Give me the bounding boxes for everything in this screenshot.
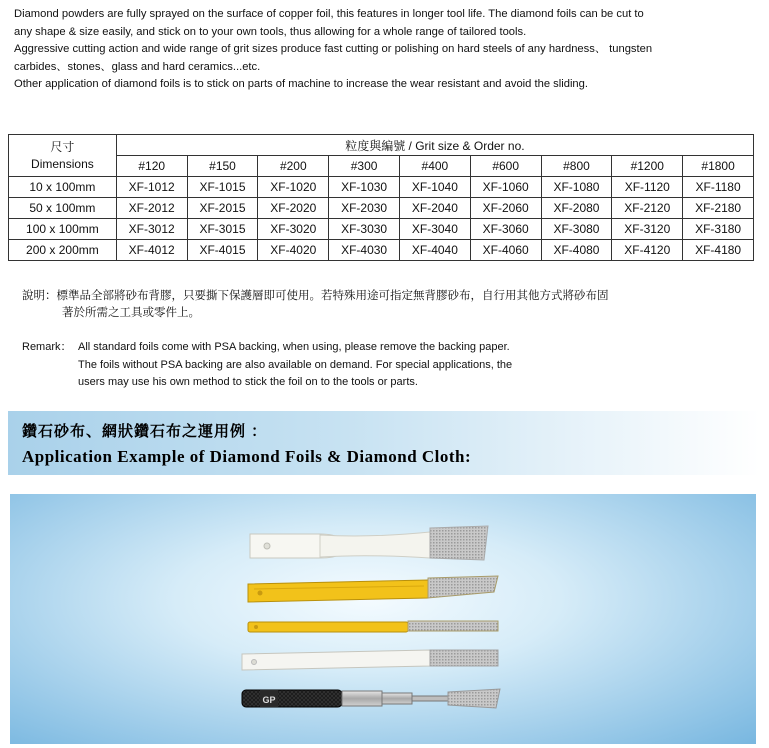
intro-line: carbides、stones、glass and hard ceramics...etc. (14, 60, 261, 73)
order-code-cell: XF-1012 (116, 177, 187, 198)
order-code-cell: XF-2030 (329, 198, 400, 219)
order-code-cell: XF-1020 (258, 177, 329, 198)
order-code-cell: XF-2012 (116, 198, 187, 219)
order-code-cell: XF-2060 (470, 198, 541, 219)
order-code-cell: XF-4080 (541, 240, 612, 261)
remark-line: users may use his own method to stick the foil on to the tools or parts. (78, 376, 418, 388)
order-code-cell: XF-3020 (258, 219, 329, 240)
dimension-cell: 100 x 100mm (9, 219, 117, 240)
order-code-cell: XF-4030 (329, 240, 400, 261)
order-code-cell: XF-1120 (612, 177, 683, 198)
grit-order-table (8, 134, 754, 261)
grit-cell: #1200 (612, 156, 683, 177)
note-chinese (22, 288, 609, 322)
order-code-cell: XF-2120 (612, 198, 683, 219)
order-code-cell: XF-4015 (187, 240, 258, 261)
table-row (9, 177, 754, 198)
grit-row (9, 156, 754, 177)
banner-title-en: Application Example of Diamond Foils & Diamond Cloth: (22, 447, 472, 466)
dimensions-header-zh: 尺寸 (50, 139, 75, 154)
order-code-cell: XF-4120 (612, 240, 683, 261)
order-code-cell: XF-2015 (187, 198, 258, 219)
order-code-cell: XF-3120 (612, 219, 683, 240)
table-row (9, 198, 754, 219)
order-code-cell: XF-2020 (258, 198, 329, 219)
white-wide-file (250, 526, 488, 560)
grit-cell: #1800 (683, 156, 754, 177)
grit-header: 粒度與編號 / Grit size & Order no. (116, 135, 753, 156)
banner-title-zh: 鑽石砂布、網狀鑽石布之運用例 ： (22, 423, 268, 440)
order-code-cell: XF-3030 (329, 219, 400, 240)
intro-line: Aggressive cutting action and wide range of grit sizes produce fast cutting or polishing on hard steels of any hardness、 tungsten (14, 43, 653, 56)
grit-cell: #300 (329, 156, 400, 177)
tools-photo (10, 494, 756, 744)
note-remark (22, 339, 512, 392)
note-zh-line: 著於所需之工具或零件上。 (62, 307, 200, 319)
grit-cell: #150 (187, 156, 258, 177)
dimension-cell: 10 x 100mm (9, 177, 117, 198)
remark-line: All standard foils come with PSA backing, when using, please remove the backing paper. (78, 341, 510, 353)
grit-cell: #600 (470, 156, 541, 177)
order-code-cell: XF-4040 (399, 240, 470, 261)
order-code-cell: XF-1060 (470, 177, 541, 198)
intro-line: any shape & size easily, and stick on to your own tools, thus allowing for a whole range of tailored tools. (14, 25, 527, 38)
black-holder-file (242, 689, 500, 708)
grit-cell: #120 (116, 156, 187, 177)
order-code-cell: XF-4060 (470, 240, 541, 261)
order-code-cell: XF-3040 (399, 219, 470, 240)
remark-line: The foils without PSA backing are also available on demand. For special applications, the (78, 358, 513, 371)
order-code-cell: XF-1030 (329, 177, 400, 198)
order-code-cell: XF-2180 (683, 198, 754, 219)
order-code-cell: XF-2080 (541, 198, 612, 219)
order-code-cell: XF-3080 (541, 219, 612, 240)
dimension-cell: 50 x 100mm (9, 198, 117, 219)
yellow-file (248, 576, 498, 602)
table-header-row (9, 135, 754, 156)
grit-cell: #800 (541, 156, 612, 177)
dimensions-header-en: Dimensions (31, 156, 94, 171)
order-code-cell: XF-4180 (683, 240, 754, 261)
table-row (9, 240, 754, 261)
order-code-cell: XF-4020 (258, 240, 329, 261)
note-zh-line: 說明：標準品全部將砂布背膠，只要撕下保護層即可使用。若特殊用途可指定無背膠砂布，自行用其他方式將砂布固 (22, 290, 609, 302)
thin-yellow-file (248, 621, 498, 632)
order-code-cell: XF-4012 (116, 240, 187, 261)
order-code-cell: XF-1040 (399, 177, 470, 198)
intro-text (14, 6, 762, 94)
intro-line: Diamond powders are fully sprayed on the surface of copper foil, this features in longer tool life. The diamond foils can be cut to (14, 8, 644, 20)
white-flat-file (242, 650, 498, 670)
grit-cell: #200 (258, 156, 329, 177)
order-code-cell: XF-3012 (116, 219, 187, 240)
order-code-cell: XF-1080 (541, 177, 612, 198)
application-banner (8, 411, 760, 475)
order-code-cell: XF-1015 (187, 177, 258, 198)
dimensions-header (9, 135, 117, 177)
order-code-cell: XF-1180 (683, 177, 754, 198)
order-code-cell: XF-2040 (399, 198, 470, 219)
diamond-file-tools-illustration (10, 494, 756, 744)
intro-line: Other application of diamond foils is to stick on parts of machine to increase the wear resistant and avoid the sliding. (14, 78, 588, 91)
grit-cell: #400 (399, 156, 470, 177)
order-code-cell: XF-3060 (470, 219, 541, 240)
handle-logo: GP (262, 695, 276, 705)
dimension-cell: 200 x 200mm (9, 240, 117, 261)
order-code-cell: XF-3015 (187, 219, 258, 240)
order-code-cell: XF-3180 (683, 219, 754, 240)
table-row (9, 219, 754, 240)
remark-label: Remark： (22, 341, 72, 353)
